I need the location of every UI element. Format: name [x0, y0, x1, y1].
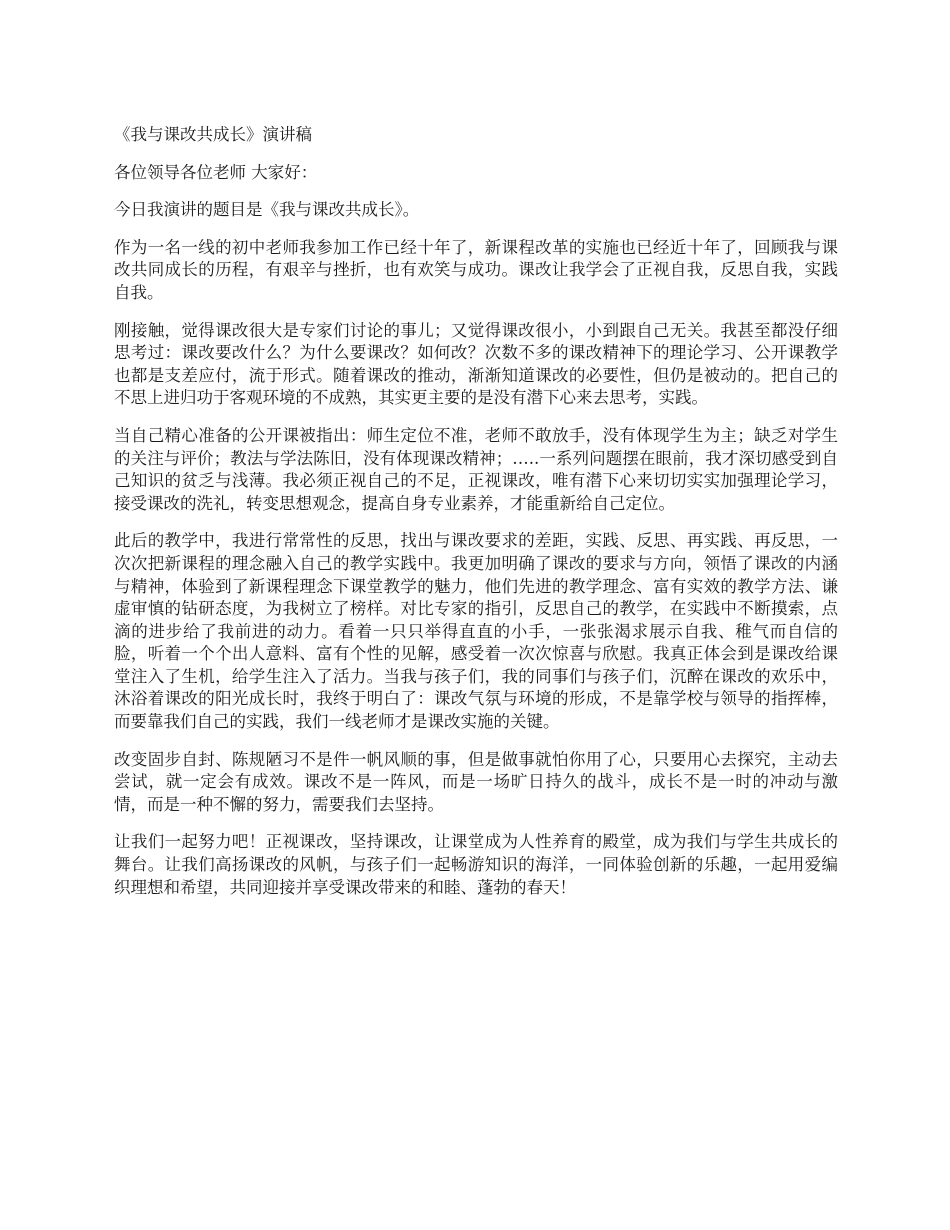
body-paragraph-1: 作为一名一线的初中老师我参加工作已经十年了，新课程改革的实施也已经近十年了，回顾我与课改共同成长的历程，有艰辛与挫折，也有欢笑与成功。课改让我学会了正视自我，反思自我，实践自我。 [114, 237, 838, 302]
body-paragraph-4: 此后的教学中，我进行常常性的反思，找出与课改要求的差距，实践、反思、再实践、再反思，一次次把新课程的理念融入自己的教学实践中。我更加明确了课改的要求与方向，领悟了课改的内涵与精神，体验到了新课程理念下课堂教学的魅力，他们先进的教学理念、富有实效的教学方法、谦虚审慎的钻研态度，为我树立了榜样。对比专家的指引，反思自己的教学，在实践中不断摸索，点滴的进步给了我前进的动力。看着一只只举得直直的小手，一张张渴求展示自我、稚气而自信的脸，听着一个个出人意料、富有个性的见解，感受着一次次惊喜与欣慰。我真正体会到是课改给课堂注入了生机，给学生注入了活力。当我与孩子们，我的同事们与孩子们，沉醉在课改的欢乐中，沐浴着课改的阳光成长时，我终于明白了：课改气氛与环境的形成，不是靠学校与领导的指挥棒，而要靠我们自己的实践，我们一线老师才是课改实施的关键。 [114, 531, 838, 732]
greeting-paragraph: 各位领导各位老师 大家好： [114, 162, 318, 182]
closing-paragraph: 让我们一起努力吧！正视课改，坚持课改，让课堂成为人性养育的殿堂，成为我们与学生共成长的舞台。让我们高扬课改的风帆，与孩子们一起畅游知识的海洋，一同体验创新的乐趣，一起用爱编织理想和希望，共同迎接并享受课改带来的和睦、蓬勃的春天！ [114, 832, 838, 897]
body-paragraph-2: 刚接触，觉得课改很大是专家们讨论的事儿；又觉得课改很小，小到跟自己无关。我甚至都没仔细思考过：课改要改什么？为什么要课改？如何改？次数不多的课改精神下的理论学习、公开课教学也都是支差应付，流于形式。随着课改的推动，渐渐知道课改的必要性，但仍是被动的。把自己的不思上进归功于客观环境的不成熟，其实更主要的是没有潜下心来去思考，实践。 [114, 320, 838, 408]
document-body [114, 124, 838, 914]
body-paragraph-5: 改变固步自封、陈规陋习不是件一帆风顺的事，但是做事就怕你用了心，只要用心去探究，主动去尝试，就一定会有成效。课改不是一阵风，而是一场旷日持久的战斗，成长不是一时的冲动与激情，而是一种不懈的努力，需要我们去坚持。 [114, 749, 838, 814]
body-paragraph-3: 当自己精心准备的公开课被指出：师生定位不准，老师不敢放手，没有体现学生为主；缺乏对学生的关注与评价；教法与学法陈旧，没有体现课改精神；…..一系列问题摆在眼前，我才深切感受到自己知识的贫乏与浅薄。我必须正视自己的不足，正视课改，唯有潜下心来切切实实加强理论学习，接受课改的洗礼，转变思想观念，提高自身专业素养，才能重新给自己定位。 [114, 425, 838, 513]
document-title: 《我与课改共成长》演讲稿 [114, 125, 312, 144]
topic-paragraph: 今日我演讲的题目是《我与课改共成长》。 [114, 200, 420, 220]
